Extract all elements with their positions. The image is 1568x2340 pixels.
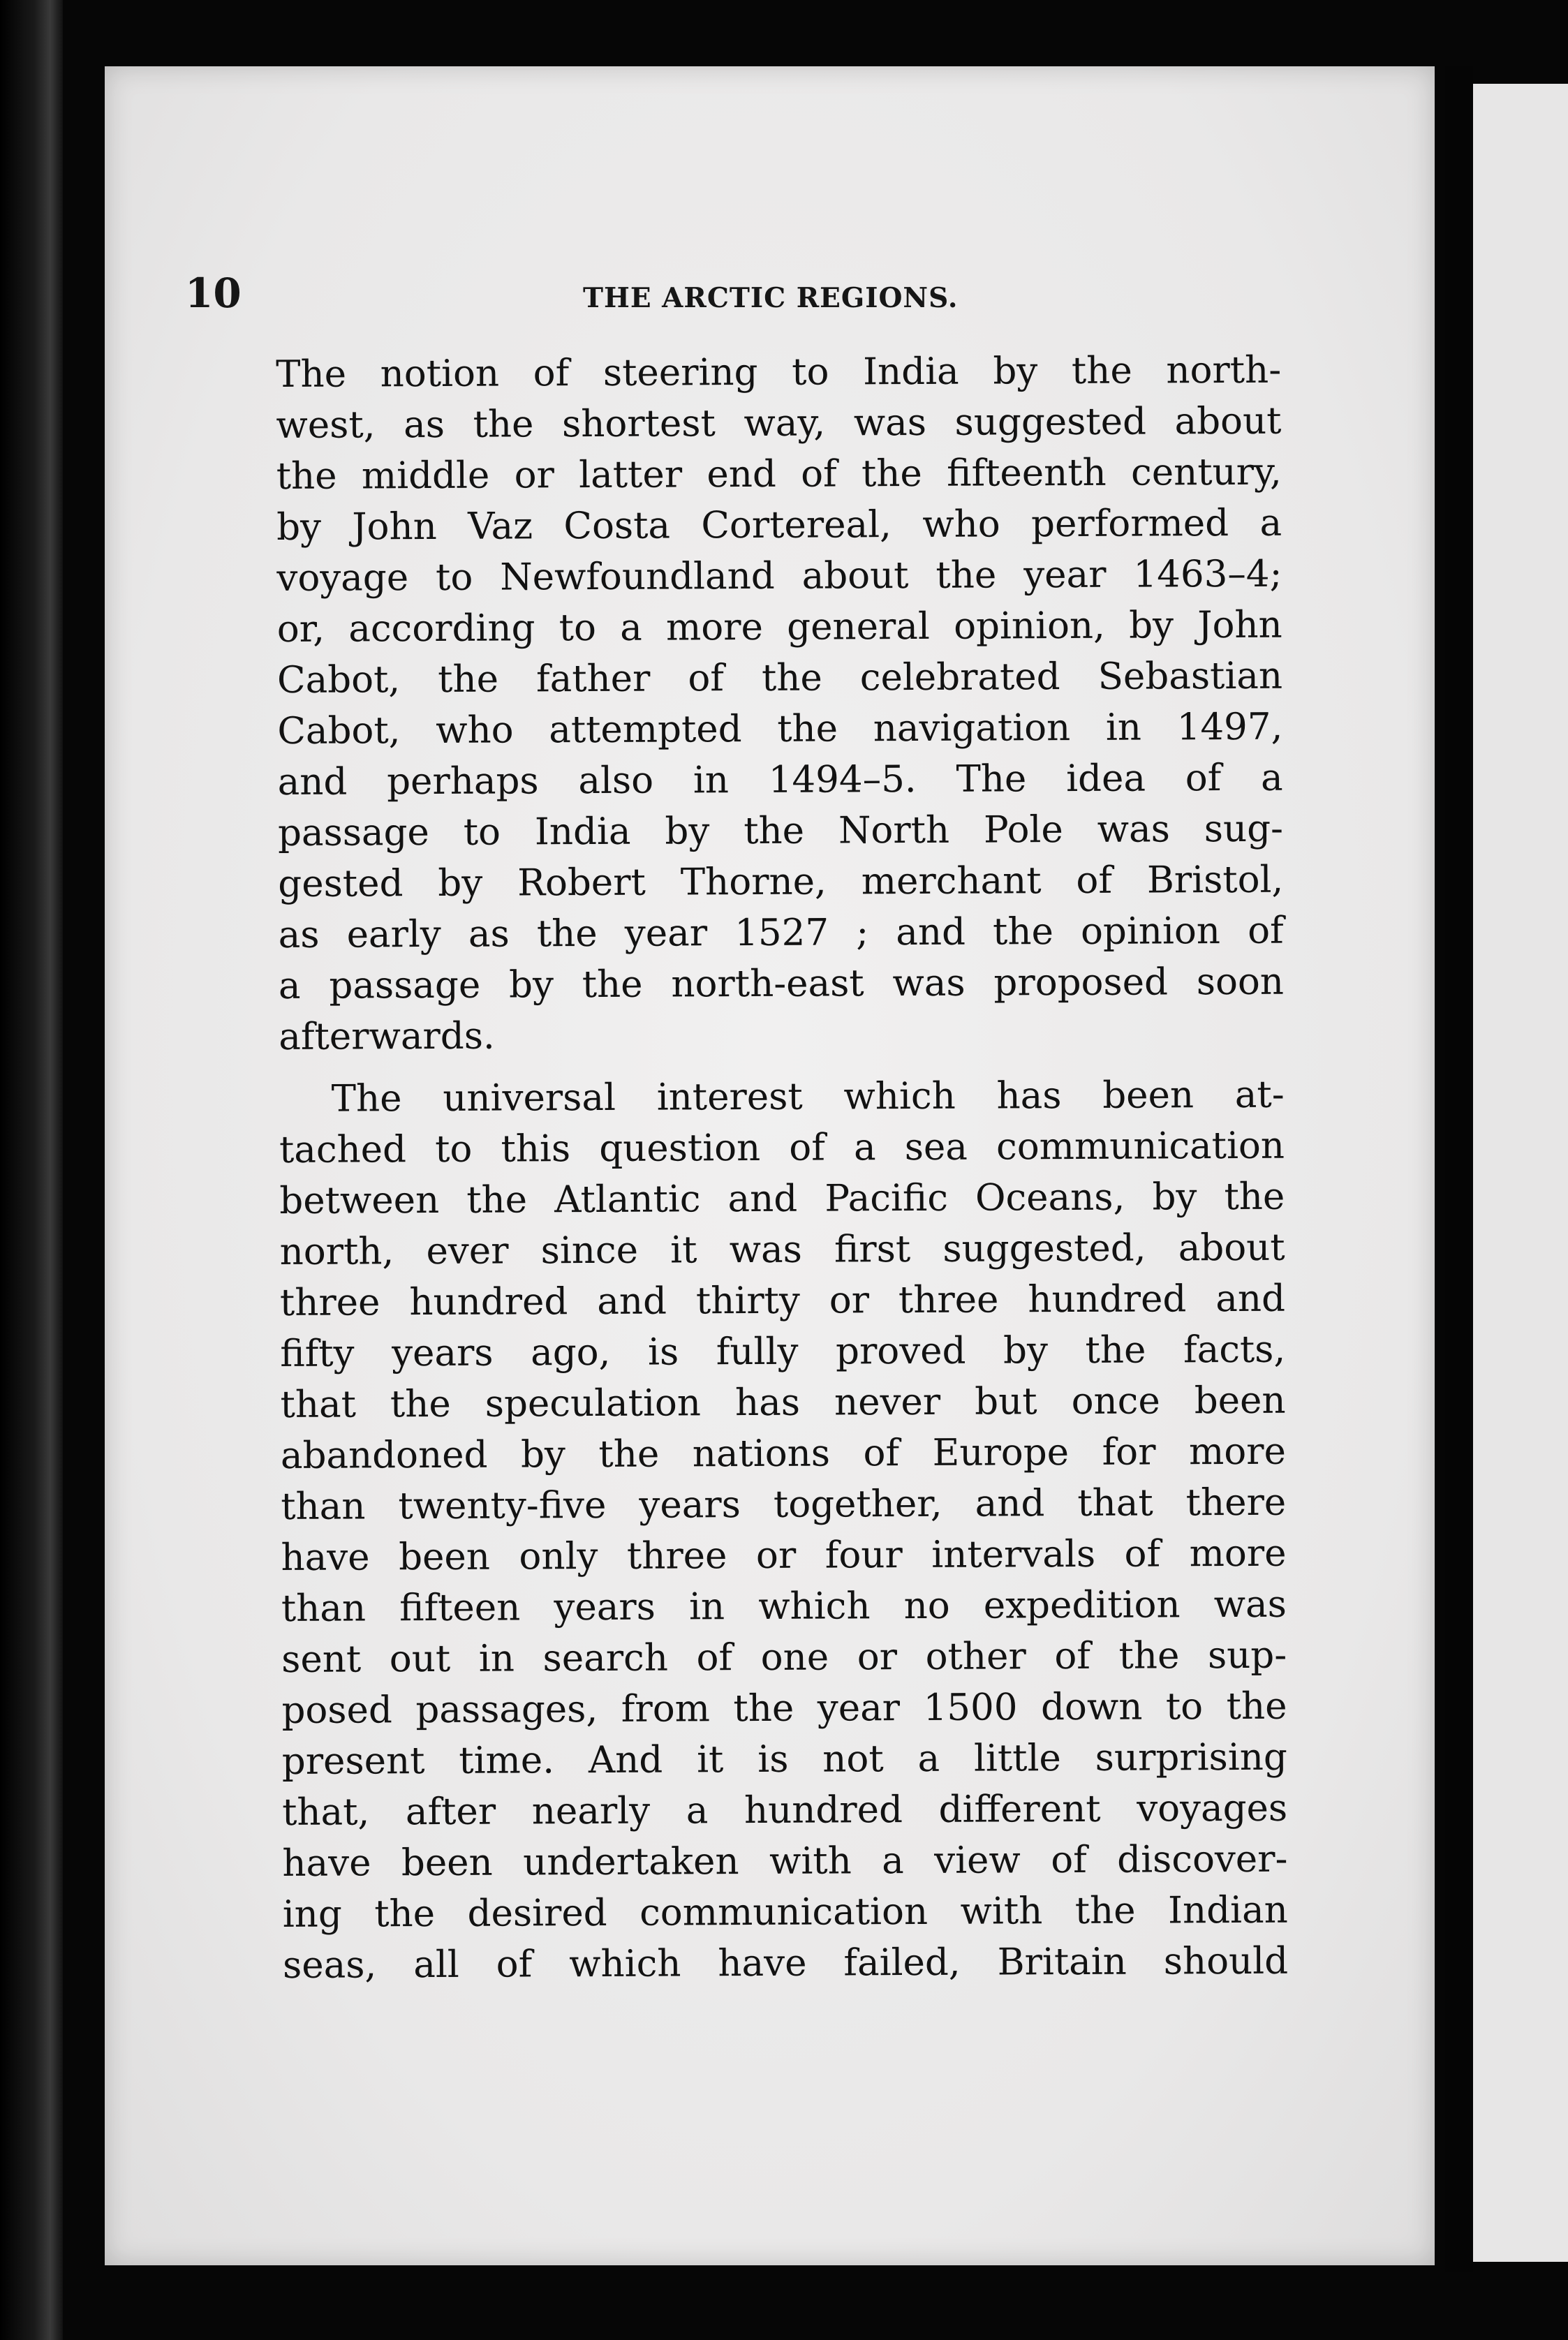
text-line: that, after nearly a hundred different voyages xyxy=(282,1786,1288,1834)
text-line: abandoned by the nations of Europe for more xyxy=(280,1430,1287,1477)
text-line: a passage by the north-east was proposed soon xyxy=(278,960,1285,1007)
text-line: between the Atlantic and Pacific Oceans, by the xyxy=(279,1175,1285,1222)
text-line: have been only three or four intervals of more xyxy=(281,1532,1287,1579)
text-line: tached to this question of a sea communication xyxy=(279,1124,1285,1171)
text-line: seas, all of which have failed, Britain should xyxy=(282,1939,1289,1987)
text-line: by John Vaz Costa Cortereal, who performed a xyxy=(276,501,1282,549)
text-line: passage to India by the North Pole was sug- xyxy=(277,807,1284,854)
paragraph-2 xyxy=(279,1069,1289,1991)
text-line: sent out in search of one or other of the sup- xyxy=(281,1634,1287,1681)
page-number: 10 xyxy=(185,269,242,317)
text-line: as early as the year 1527 ; and the opinion of xyxy=(278,909,1284,956)
text-line: ing the desired communication with the Indian xyxy=(282,1888,1288,1936)
text-line: the middle or latter end of the fifteenth century, xyxy=(276,450,1282,498)
adjacent-page-edge xyxy=(1473,84,1568,2262)
text-line: that the speculation has never but once been xyxy=(280,1379,1286,1426)
text-line: Cabot, the father of the celebrated Sebastian xyxy=(276,654,1283,702)
text-line: than twenty-five years together, and that there xyxy=(281,1481,1287,1528)
text-line: fifty years ago, is fully proved by the facts, xyxy=(280,1328,1286,1375)
text-line: or, according to a more general opinion, by John xyxy=(276,603,1282,651)
body-text xyxy=(276,345,1288,1991)
text-line: voyage to Newfoundland about the year 1463–4; xyxy=(276,552,1282,600)
text-line: The notion of steering to India by the north- xyxy=(276,348,1282,396)
text-line: The universal interest which has been at- xyxy=(331,1073,1285,1120)
text-line: Cabot, who attempted the navigation in 1497, xyxy=(277,705,1283,753)
paragraph-1 xyxy=(276,345,1284,1062)
running-head: THE ARCTIC REGIONS. xyxy=(583,282,959,314)
text-line: posed passages, from the year 1500 down to the xyxy=(281,1684,1287,1732)
text-line: present time. And it is not a little surprising xyxy=(281,1735,1287,1783)
text-line: afterwards. xyxy=(279,1014,495,1058)
text-line: north, ever since it was first suggested, about xyxy=(279,1226,1285,1273)
text-line: gested by Robert Thorne, merchant of Bristol, xyxy=(278,858,1284,905)
text-line: and perhaps also in 1494–5. The idea of a xyxy=(277,756,1283,804)
text-line: west, as the shortest way, was suggested about xyxy=(276,399,1282,447)
text-line: have been undertaken with a view of discover- xyxy=(282,1837,1288,1885)
page-gutter-shadow xyxy=(1445,66,1473,2272)
book-binding-edge xyxy=(0,0,63,2340)
page-header xyxy=(185,269,995,325)
text-line: than fifteen years in which no expedition was xyxy=(281,1583,1287,1630)
text-line: three hundred and thirty or three hundred and xyxy=(279,1277,1286,1324)
